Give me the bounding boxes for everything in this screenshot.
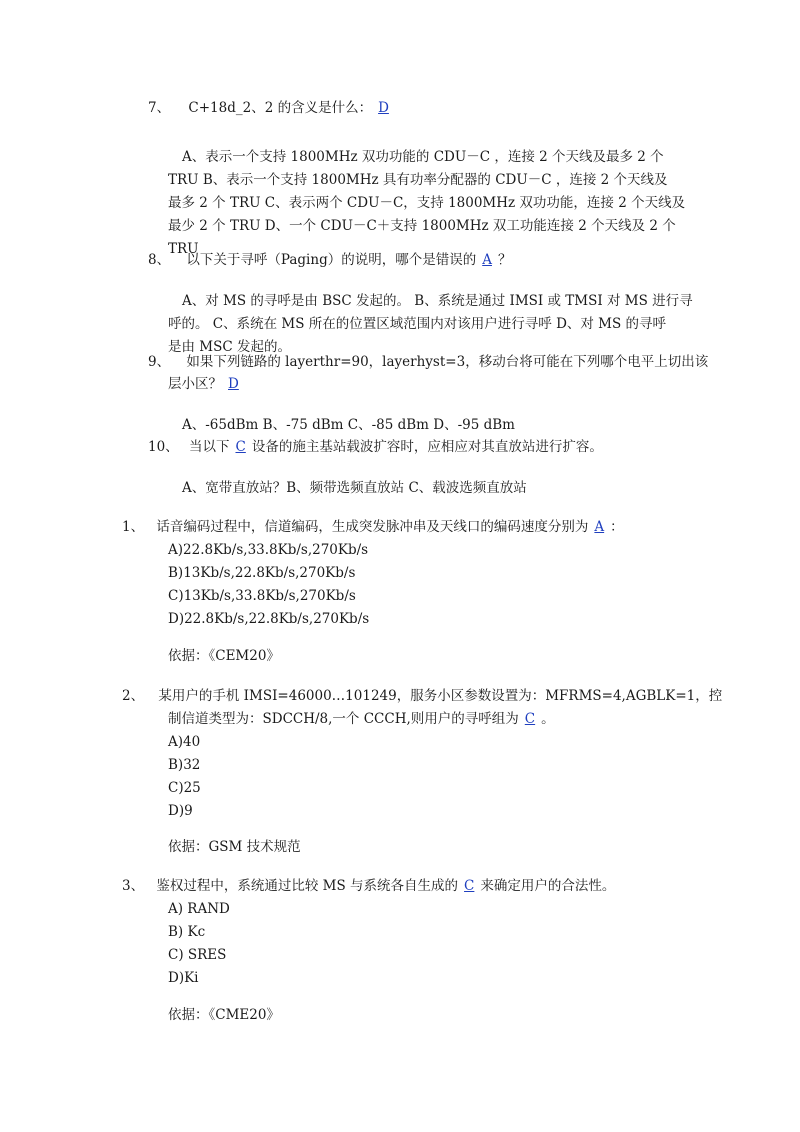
question-text: 层小区？ bbox=[168, 376, 222, 392]
question-s1 bbox=[122, 517, 624, 537]
question-text: 某用户的手机 IMSI=46000…101249，服务小区参数设置为：MFRMS=4,AGBLK=1，控 bbox=[158, 688, 723, 704]
option-line: A)22.8Kb/s,33.8Kb/s,270Kb/s bbox=[168, 542, 369, 558]
option-line: B)32 bbox=[168, 757, 201, 773]
question-number: 3、 bbox=[122, 878, 145, 894]
question-suffix: ？ bbox=[497, 252, 512, 268]
option-line: TRU B、表示一个支持 1800MHz 具有功率分配器的 CDU－C ，连接 2 个天线及 bbox=[168, 172, 668, 188]
question-suffix: ： bbox=[610, 519, 624, 535]
option-line: TRU bbox=[168, 241, 199, 257]
option-line: A、宽带直放站？B、频带选频直放站 C、载波选频直放站 bbox=[182, 480, 527, 496]
option-line: D)9 bbox=[168, 803, 193, 819]
question-s3 bbox=[122, 876, 615, 896]
question-9 bbox=[148, 352, 708, 372]
option-line: 是由 MSC 发起的。 bbox=[168, 339, 291, 355]
option-line: A)40 bbox=[168, 734, 201, 750]
option-line: 呼的。 C、系统在 MS 所在的位置区域范围内对该用户进行寻呼 D、对 MS 的寻呼 bbox=[168, 316, 667, 332]
answer-blank: C bbox=[524, 711, 536, 727]
question-s2 bbox=[122, 686, 722, 706]
option-line: D)Ki bbox=[168, 970, 199, 986]
option-line: A、-65dBm B、-75 dBm C、-85 dBm D、-95 dBm bbox=[182, 417, 515, 433]
question-9-line2 bbox=[168, 374, 245, 394]
answer-blank: A bbox=[482, 252, 492, 268]
option-line: A、对 MS 的寻呼是由 BSC 发起的。 B、系统是通过 IMSI 或 TMSI 对 MS 进行寻 bbox=[182, 293, 693, 309]
question-suffix: 来确定用户的合法性。 bbox=[480, 878, 616, 894]
question-text: 鉴权过程中，系统通过比较 MS 与系统各自生成的 bbox=[156, 878, 459, 894]
basis-note: 依据：《CME20》 bbox=[168, 1007, 280, 1023]
question-suffix: 。 bbox=[541, 711, 555, 727]
option-line: A) RAND bbox=[168, 901, 230, 917]
question-8 bbox=[148, 250, 511, 270]
answer-blank: A bbox=[594, 519, 605, 535]
question-number: 10、 bbox=[148, 439, 179, 455]
question-text: 制信道类型为：SDCCH/8,一个 CCCH,则用户的寻呼组为 bbox=[168, 711, 519, 727]
question-text: 设备的施主基站载波扩容时，应相应对其直放站进行扩容。 bbox=[251, 439, 603, 455]
basis-note: 依据：《CEM20》 bbox=[168, 648, 280, 664]
answer-blank: C bbox=[235, 439, 246, 455]
question-number: 1、 bbox=[122, 519, 145, 535]
answer-blank: C bbox=[464, 878, 475, 894]
question-prefix: 当以下 bbox=[188, 439, 230, 455]
question-number: 2、 bbox=[122, 688, 145, 704]
option-line: 最少 2 个 TRU D、一个 CDU－C＋支持 1800MHz 双工功能连接 2 个天线及 2 个 bbox=[168, 218, 676, 234]
option-line: C)13Kb/s,33.8Kb/s,270Kb/s bbox=[168, 588, 356, 604]
option-line: A、表示一个支持 1800MHz 双功功能的 CDU－C ，连接 2 个天线及最多 2 个 bbox=[182, 149, 664, 165]
option-line: D)22.8Kb/s,22.8Kb/s,270Kb/s bbox=[168, 611, 370, 627]
option-line: B) Kc bbox=[168, 924, 206, 940]
option-line: C)25 bbox=[168, 780, 201, 796]
question-text: 话音编码过程中，信道编码，生成突发脉冲串及天线口的编码速度分别为 bbox=[156, 519, 589, 535]
option-line: C) SRES bbox=[168, 947, 227, 963]
question-text: 如果下列链路的 layerthr=90，layerhyst=3，移动台将可能在下列哪个电平上切出该 bbox=[186, 354, 709, 370]
option-line: B)13Kb/s,22.8Kb/s,270Kb/s bbox=[168, 565, 356, 581]
question-s2-line2 bbox=[168, 709, 555, 729]
basis-note: 依据：GSM 技术规范 bbox=[168, 839, 301, 855]
question-number: 7、 bbox=[148, 100, 171, 116]
question-10 bbox=[148, 437, 603, 457]
question-text: 以下关于寻呼（Paging）的说明，哪个是错误的 bbox=[186, 252, 477, 268]
question-text: C+18d_2、2 的含义是什么： bbox=[188, 100, 373, 116]
question-number: 9、 bbox=[148, 354, 171, 370]
question-7 bbox=[148, 98, 395, 118]
answer-blank: D bbox=[378, 100, 389, 116]
question-number: 8、 bbox=[148, 252, 171, 268]
answer-blank: D bbox=[228, 376, 239, 392]
option-line: 最多 2 个 TRU C、表示两个 CDU－C，支持 1800MHz 双功功能，连接 2 个天线及 bbox=[168, 195, 686, 211]
